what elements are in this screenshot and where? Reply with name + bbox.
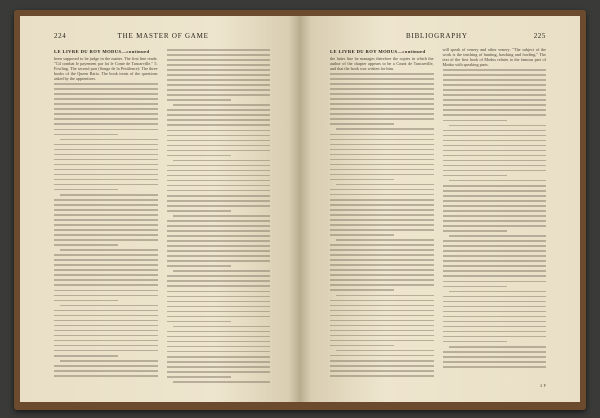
text-line: [330, 340, 434, 342]
text-line: [167, 296, 271, 298]
text-line: [167, 220, 271, 222]
text-line: [167, 109, 271, 111]
text-line: [443, 321, 547, 323]
text-line: [330, 103, 434, 105]
text-line: [330, 139, 434, 141]
text-line: [167, 205, 271, 207]
text-line: [330, 209, 434, 211]
text-line: [330, 199, 434, 201]
text-line: [54, 375, 158, 377]
text-line: [443, 74, 547, 76]
text-line: [443, 245, 547, 247]
text-line: [54, 315, 158, 317]
text-line: [449, 291, 547, 293]
text-line: [330, 355, 434, 357]
text-line: [167, 190, 271, 192]
text-line: [167, 230, 271, 232]
text-line: [330, 264, 434, 266]
text-line: [60, 139, 158, 141]
text-line: [167, 311, 271, 313]
text-line: [167, 195, 271, 197]
text-line: [167, 69, 271, 71]
text-line: [443, 145, 547, 147]
text-line: [330, 335, 434, 337]
text-line: [54, 108, 158, 110]
text-line: [54, 290, 158, 292]
text-line: [330, 78, 434, 80]
text-line: [167, 260, 271, 262]
right-section-heading: LE LIVRE DU ROY MODUS—continued: [330, 49, 426, 54]
text-line: [330, 254, 434, 256]
text-line: [330, 98, 434, 100]
left-column-1-text: been supposed to be judge in the matter. The first line reads: "Cil combat le payement par loi le Conte de Tancarville." 5. Fowling. The second part (Songe de la Pestilence): The three books of the Queen Ratio. The book treats of the questions asked by the apprentices.: [54, 56, 158, 82]
text-line: [443, 301, 547, 303]
left-page-header: [54, 32, 270, 40]
text-line: [54, 370, 158, 372]
text-line: [173, 215, 271, 217]
text-line: [167, 130, 271, 132]
right-column-1-text: the latter line he manages therefore the copies in which the author of the chapter appears to be a Count de Tancarville, and that the book was written for him.: [330, 56, 434, 72]
text-line: [330, 88, 434, 90]
text-line: [443, 225, 547, 227]
text-line: [167, 346, 271, 348]
text-line: [443, 170, 547, 172]
text-line: [330, 249, 434, 251]
text-line: [167, 49, 271, 51]
text-line: [443, 286, 507, 288]
text-line: [54, 355, 118, 357]
text-line: [167, 99, 231, 101]
text-line: [330, 194, 434, 196]
text-line: [173, 326, 271, 328]
right-column-2-body: [443, 69, 547, 367]
right-column-2: [443, 47, 547, 380]
text-line: [167, 180, 271, 182]
text-line: [173, 270, 271, 272]
left-running-title: THE MASTER OF GAME: [117, 32, 209, 40]
text-line: [443, 185, 547, 187]
text-line: [330, 300, 434, 302]
text-line: [443, 341, 507, 343]
text-line: [167, 225, 271, 227]
text-line: [443, 250, 547, 252]
text-line: [167, 74, 271, 76]
text-line: [54, 123, 158, 125]
text-line: [60, 249, 158, 251]
text-line: [167, 170, 271, 172]
text-line: [443, 260, 547, 262]
text-line: [167, 321, 231, 323]
text-line: [60, 360, 158, 362]
left-column-2-body: [167, 49, 271, 383]
text-line: [330, 345, 394, 347]
text-line: [167, 316, 271, 318]
text-line: [167, 351, 271, 353]
text-line: [54, 239, 158, 241]
text-line: [443, 120, 507, 122]
text-line: [173, 104, 271, 106]
text-line: [54, 88, 158, 90]
text-line: [167, 175, 271, 177]
text-line: [443, 210, 547, 212]
text-line: [167, 150, 271, 152]
text-line: [443, 255, 547, 257]
text-line: [443, 140, 547, 142]
text-line: [330, 330, 434, 332]
text-line: [330, 259, 434, 261]
text-line: [330, 370, 434, 372]
text-line: [443, 331, 547, 333]
text-line: [443, 200, 547, 202]
text-line: [443, 275, 547, 277]
text-line: [54, 279, 158, 281]
text-line: [443, 190, 547, 192]
text-line: [54, 93, 158, 95]
text-line: [54, 325, 158, 327]
text-line: [167, 145, 271, 147]
text-line: [54, 214, 158, 216]
text-line: [167, 255, 271, 257]
right-column-1: [330, 47, 434, 380]
text-line: [330, 269, 434, 271]
left-page: [20, 16, 300, 402]
text-line: [167, 331, 271, 333]
text-line: [330, 159, 434, 161]
text-line: [167, 155, 231, 157]
text-line: [54, 234, 158, 236]
text-line: [443, 94, 547, 96]
open-book: [14, 10, 586, 410]
text-line: [54, 209, 158, 211]
text-line: [167, 124, 271, 126]
right-page: [300, 16, 580, 402]
text-line: [54, 159, 158, 161]
text-line: [443, 130, 547, 132]
text-line: [443, 109, 547, 111]
text-line: [443, 361, 547, 363]
text-line: [443, 326, 547, 328]
text-line: [167, 275, 271, 277]
text-line: [449, 235, 547, 237]
text-line: [330, 154, 434, 156]
text-line: [449, 180, 547, 182]
text-line: [443, 175, 507, 177]
text-line: [167, 371, 271, 373]
text-line: [330, 365, 434, 367]
text-line: [167, 119, 271, 121]
left-column-2: [167, 47, 271, 386]
text-line: [173, 160, 271, 162]
text-line: [167, 306, 271, 308]
text-line: [330, 244, 434, 246]
text-line: [330, 174, 434, 176]
text-line: [54, 274, 158, 276]
text-line: [54, 229, 158, 231]
left-page-number: 224: [54, 32, 67, 40]
text-line: [54, 269, 158, 271]
text-line: [167, 250, 271, 252]
text-line: [330, 169, 434, 171]
text-line: [54, 330, 158, 332]
text-line: [330, 214, 434, 216]
text-line: [330, 229, 434, 231]
text-line: [54, 144, 158, 146]
text-line: [330, 189, 434, 191]
text-line: [167, 336, 271, 338]
text-line: [443, 160, 547, 162]
text-line: [54, 340, 158, 342]
text-line: [336, 295, 434, 297]
text-line: [443, 205, 547, 207]
text-line: [54, 320, 158, 322]
text-line: [330, 360, 434, 362]
text-line: [443, 150, 547, 152]
text-line: [443, 69, 547, 71]
text-line: [167, 285, 271, 287]
text-line: [443, 311, 547, 313]
text-line: [443, 165, 547, 167]
text-line: [443, 306, 547, 308]
text-line: [443, 220, 547, 222]
text-line: [336, 128, 434, 130]
right-column-2-text: will speak of venery and other venery: "The subject of the work is the teaching of hunting, hawking and fowling." The text of the first book of Modus relates to the famous part of Modus with speaking parts.: [442, 47, 546, 68]
text-line: [60, 305, 158, 307]
text-line: [330, 224, 434, 226]
text-line: [167, 341, 271, 343]
text-line: [443, 99, 547, 101]
text-line: [330, 149, 434, 151]
text-line: [54, 103, 158, 105]
text-line: [167, 210, 231, 212]
text-line: [54, 179, 158, 181]
text-line: [336, 239, 434, 241]
text-line: [167, 376, 231, 378]
text-line: [54, 174, 158, 176]
text-line: [54, 118, 158, 120]
text-line: [443, 230, 507, 232]
text-line: [330, 73, 434, 75]
text-line: [54, 189, 118, 191]
text-line: [336, 350, 434, 352]
text-line: [167, 64, 271, 66]
left-section-heading: LE LIVRE DU ROY MODUS—continued: [54, 49, 150, 54]
text-line: [443, 281, 547, 283]
text-line: [54, 129, 158, 131]
text-line: [167, 200, 271, 202]
text-line: [330, 134, 434, 136]
text-line: [54, 254, 158, 256]
text-line: [167, 59, 271, 61]
text-line: [54, 164, 158, 166]
text-line: [330, 325, 434, 327]
text-line: [167, 280, 271, 282]
text-line: [330, 123, 394, 125]
text-line: [167, 165, 271, 167]
text-line: [330, 118, 434, 120]
text-line: [54, 310, 158, 312]
text-line: [54, 199, 158, 201]
text-line: [330, 83, 434, 85]
text-line: [330, 179, 394, 181]
text-line: [443, 84, 547, 86]
text-line: [443, 270, 547, 272]
text-line: [167, 84, 271, 86]
text-line: [54, 259, 158, 261]
text-line: [443, 366, 547, 368]
text-line: [330, 108, 434, 110]
text-line: [54, 284, 158, 286]
text-line: [173, 381, 271, 383]
text-line: [54, 149, 158, 151]
text-line: [443, 351, 547, 353]
text-line: [167, 89, 271, 91]
text-line: [54, 113, 158, 115]
text-line: [54, 224, 158, 226]
text-line: [443, 265, 547, 267]
text-line: [443, 104, 547, 106]
text-line: [167, 240, 271, 242]
text-line: [443, 356, 547, 358]
text-line: [54, 83, 158, 85]
text-line: [54, 219, 158, 221]
text-line: [167, 235, 271, 237]
right-column-1-body: [330, 73, 434, 376]
right-running-title: BIBLIOGRAPHY: [405, 32, 468, 40]
text-line: [54, 184, 158, 186]
text-line: [443, 114, 547, 116]
text-line: [443, 79, 547, 81]
text-line: [54, 169, 158, 171]
text-line: [443, 195, 547, 197]
text-line: [330, 274, 434, 276]
text-line: [330, 204, 434, 206]
text-line: [167, 135, 271, 137]
text-line: [330, 113, 434, 115]
text-line: [330, 279, 434, 281]
text-line: [54, 295, 158, 297]
text-line: [167, 140, 271, 142]
text-line: [330, 93, 434, 95]
text-line: [167, 94, 271, 96]
left-column-1: [54, 47, 158, 386]
text-line: [443, 296, 547, 298]
right-page-number: 225: [533, 32, 546, 40]
text-line: [330, 144, 434, 146]
text-line: [443, 336, 547, 338]
text-line: [167, 356, 271, 358]
text-line: [330, 375, 434, 377]
signature-mark: 2 F: [540, 383, 546, 388]
left-column-1-body: [54, 83, 158, 376]
text-line: [336, 184, 434, 186]
text-line: [167, 79, 271, 81]
text-line: [330, 234, 394, 236]
text-line: [449, 346, 547, 348]
text-line: [443, 135, 547, 137]
text-line: [443, 215, 547, 217]
text-line: [330, 284, 434, 286]
text-line: [330, 289, 394, 291]
text-line: [54, 350, 158, 352]
text-line: [167, 361, 271, 363]
text-line: [54, 300, 118, 302]
text-line: [330, 315, 434, 317]
text-line: [54, 244, 118, 246]
text-line: [54, 264, 158, 266]
text-line: [330, 310, 434, 312]
text-line: [60, 194, 158, 196]
text-line: [330, 164, 434, 166]
text-line: [54, 98, 158, 100]
text-line: [443, 89, 547, 91]
text-line: [54, 134, 118, 136]
text-line: [167, 114, 271, 116]
text-line: [54, 154, 158, 156]
text-line: [54, 204, 158, 206]
text-line: [167, 366, 271, 368]
text-line: [167, 54, 271, 56]
text-line: [167, 245, 271, 247]
text-line: [330, 219, 434, 221]
text-line: [449, 125, 547, 127]
text-line: [54, 365, 158, 367]
text-line: [167, 301, 271, 303]
right-page-header: [330, 32, 546, 40]
text-line: [443, 316, 547, 318]
text-line: [330, 305, 434, 307]
text-line: [167, 291, 271, 293]
text-line: [54, 345, 158, 347]
text-line: [443, 155, 547, 157]
text-line: [54, 335, 158, 337]
text-line: [330, 320, 434, 322]
text-line: [443, 240, 547, 242]
text-line: [167, 265, 231, 267]
text-line: [167, 185, 271, 187]
